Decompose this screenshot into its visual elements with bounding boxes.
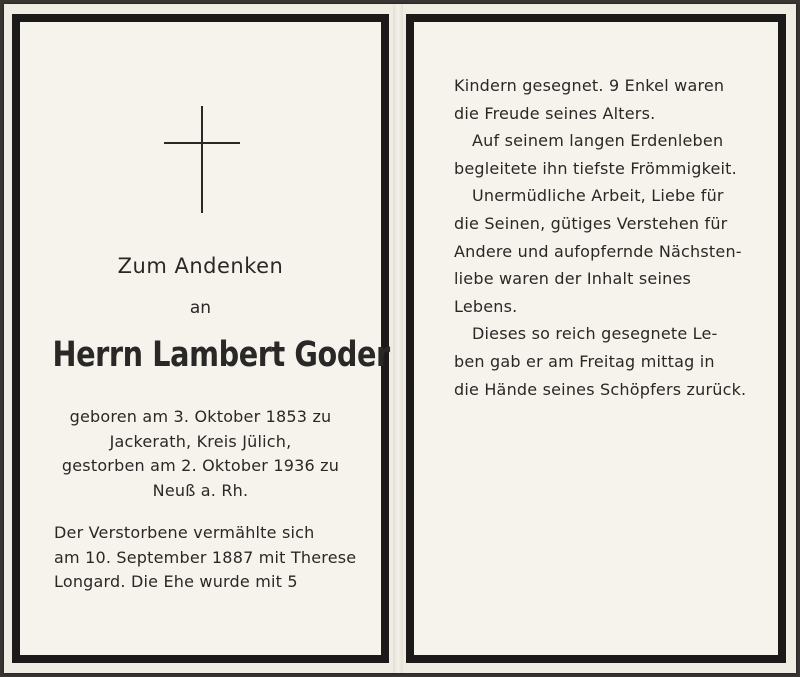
right-panel bbox=[406, 14, 786, 663]
text-line: die Freude seines Alters. bbox=[454, 103, 656, 123]
marriage-line: Der Verstorbene vermählte sich bbox=[54, 523, 315, 542]
text-line: Dieses so reich gesegnete Le- bbox=[472, 324, 718, 344]
bio-block bbox=[20, 405, 381, 503]
text-line: Unermüdliche Arbeit, Liebe für bbox=[472, 186, 724, 206]
bio-line: geboren am 3. Oktober 1853 zu bbox=[69, 407, 332, 426]
memorial-card bbox=[4, 4, 796, 673]
bio-line: gestorben am 2. Oktober 1936 zu bbox=[61, 456, 340, 475]
text-line: Andere und aufopfernde Nächsten- bbox=[454, 241, 742, 261]
text-line: ben gab er am Freitag mittag in bbox=[454, 351, 715, 371]
text-line: Auf seinem langen Erdenleben bbox=[472, 131, 724, 151]
marriage-line: Longard. Die Ehe wurde mit 5 bbox=[54, 572, 298, 591]
memorial-heading: Zum Andenken bbox=[117, 254, 284, 278]
cross-icon bbox=[162, 106, 242, 216]
card-fold bbox=[393, 4, 403, 673]
text-line: die Hände seines Schöpfers zurück. bbox=[454, 379, 747, 399]
text-line: Lebens. bbox=[454, 296, 518, 316]
bio-line: Neuß a. Rh. bbox=[152, 480, 249, 500]
marriage-block bbox=[54, 521, 374, 595]
text-line: Kindern gesegnet. 9 Enkel waren bbox=[454, 76, 725, 95]
text-line: liebe waren der Inhalt seines bbox=[454, 269, 692, 289]
text-line: begleitete ihn tiefste Frömmigkeit. bbox=[454, 158, 737, 178]
left-panel bbox=[12, 14, 389, 663]
bio-line: Jackerath, Kreis Jülich, bbox=[109, 431, 292, 451]
preposition-text: an bbox=[189, 298, 212, 318]
deceased-name: Herrn Lambert Goder bbox=[52, 335, 390, 375]
marriage-line: am 10. September 1887 mit Therese bbox=[54, 547, 357, 567]
right-text-block bbox=[454, 72, 784, 403]
text-line: die Seinen, gütiges Verstehen für bbox=[454, 213, 728, 233]
